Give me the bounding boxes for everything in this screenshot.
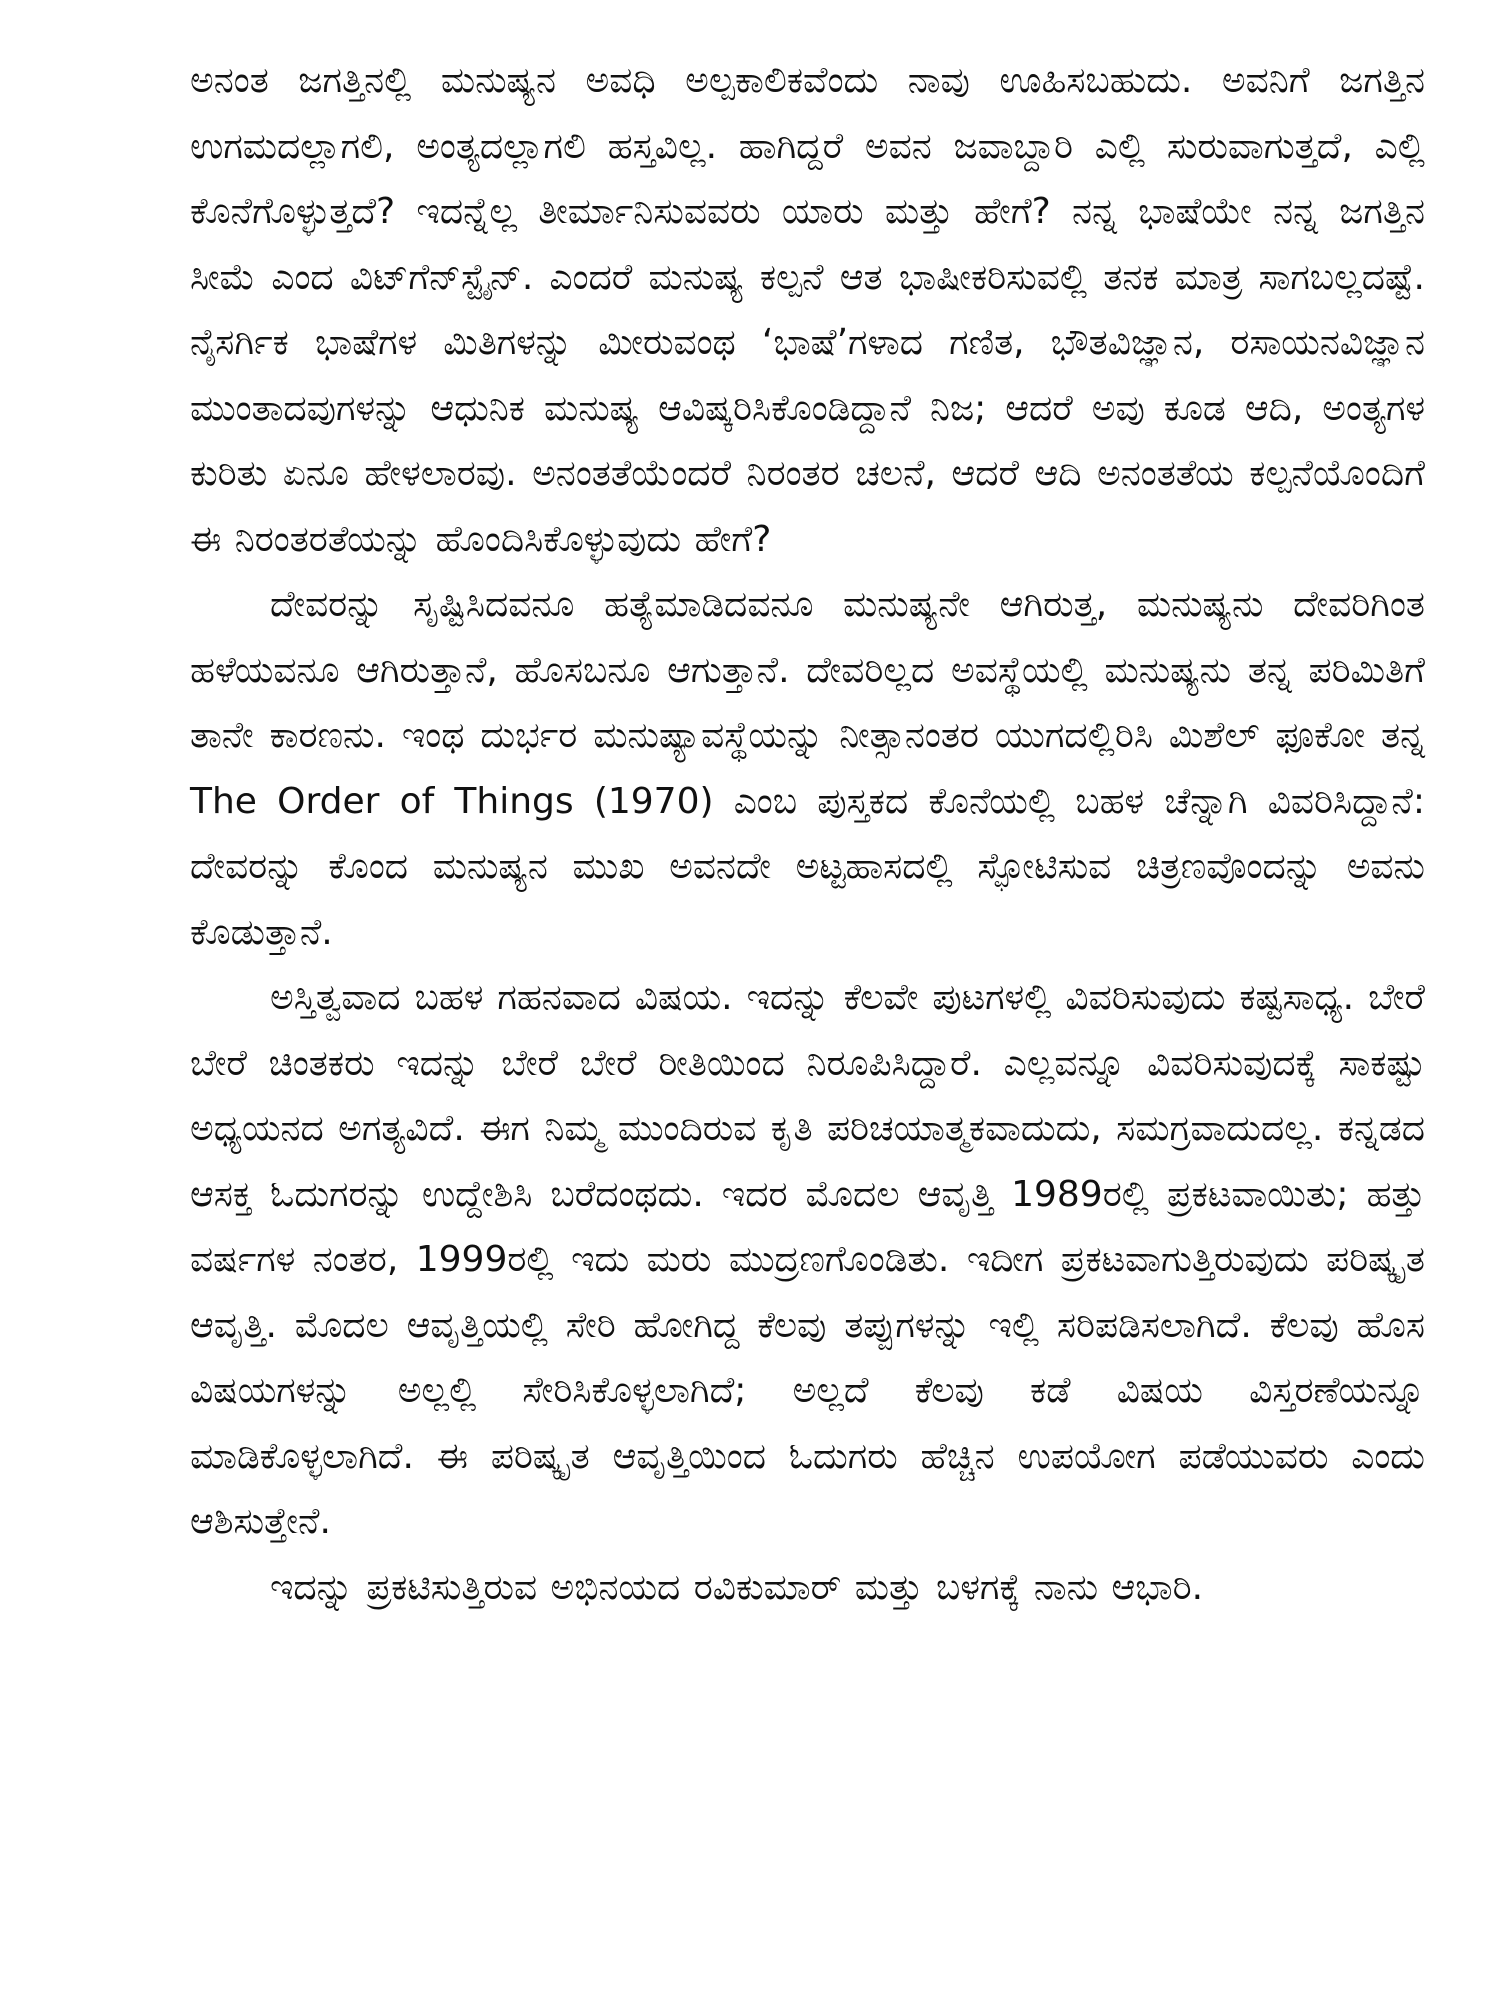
paragraph-2: ದೇವರನ್ನು ಸೃಷ್ಟಿಸಿದವನೂ ಹತ್ಯೆಮಾಡಿದವನೂ ಮನುಷ್ಯನೇ ಆಗಿರುತ್ತ, ಮನುಷ್ಯನು ದೇವರಿಗಿಂತ ಹಳೆಯವನೂ ಆಗಿರುತ್ತಾನೆ, ಹೊಸಬನೂ ಆಗುತ್ತಾನೆ. ದೇವರಿಲ್ಲದ ಅವಸ್ಥೆಯಲ್ಲಿ ಮನುಷ್ಯನು ತನ್ನ ಪರಿಮಿತಿಗೆ ತಾನೇ ಕಾರಣನು. ಇಂಥ ದುರ್ಭರ ಮನುಷ್ಯಾವಸ್ಥೆಯನ್ನು ನೀತ್ಸಾನಂತರ ಯುಗದಲ್ಲಿರಿಸಿ ಮಿಶೆಲ್ ಫೂಕೋ ತನ್ನ The Order of Things (1970) ಎಂಬ ಪುಸ್ತಕದ ಕೊನೆಯಲ್ಲಿ ಬಹಳ ಚೆನ್ನಾಗಿ ವಿವರಿಸಿದ್ದಾನೆ: ದೇವರನ್ನು ಕೊಂದ ಮನುಷ್ಯನ ಮುಖ ಅವನದೇ ಅಟ್ಟಹಾಸದಲ್ಲಿ ಸ್ಫೋಟಿಸುವ ಚಿತ್ರಣವೊಂದನ್ನು ಅವನು ಕೊಡುತ್ತಾನೆ.: [190, 584, 1425, 953]
paragraph-4: ಇದನ್ನು ಪ್ರಕಟಿಸುತ್ತಿರುವ ಅಭಿನಯದ ರವಿಕುಮಾರ್ ಮತ್ತು ಬಳಗಕ್ಕೆ ನಾನು ಆಭಾರಿ.: [270, 1566, 1204, 1608]
paragraph-1: ಅನಂತ ಜಗತ್ತಿನಲ್ಲಿ ಮನುಷ್ಯನ ಅವಧಿ ಅಲ್ಪಕಾಲಿಕವೆಂದು ನಾವು ಊಹಿಸಬಹುದು. ಅವನಿಗೆ ಜಗತ್ತಿನ ಉಗಮದಲ್ಲಾಗಲಿ, ಅಂತ್ಯದಲ್ಲಾಗಲಿ ಹಸ್ತವಿಲ್ಲ. ಹಾಗಿದ್ದರೆ ಅವನ ಜವಾಬ್ದಾರಿ ಎಲ್ಲಿ ಸುರುವಾಗುತ್ತದೆ, ಎಲ್ಲಿ ಕೊನೆಗೊಳ್ಳುತ್ತದೆ? ಇದನ್ನೆಲ್ಲ ತೀರ್ಮಾನಿಸುವವರು ಯಾರು ಮತ್ತು ಹೇಗೆ? ನನ್ನ ಭಾಷೆಯೇ ನನ್ನ ಜಗತ್ತಿನ ಸೀಮೆ ಎಂದ ವಿಟ್‌ಗೆನ್‌ಸ್ಟೈನ್. ಎಂದರೆ ಮನುಷ್ಯ ಕಲ್ಪನೆ ಆತ ಭಾಷೀಕರಿಸುವಲ್ಲಿ ತನಕ ಮಾತ್ರ ಸಾಗಬಲ್ಲದಷ್ಟೆ. ನೈಸರ್ಗಿಕ ಭಾಷೆಗಳ ಮಿತಿಗಳನ್ನು ಮೀರುವಂಥ ‘ಭಾಷೆ’ಗಳಾದ ಗಣಿತ, ಭೌತವಿಜ್ಞಾನ, ರಸಾಯನವಿಜ್ಞಾನ ಮುಂತಾದವುಗಳನ್ನು ಆಧುನಿಕ ಮನುಷ್ಯ ಆವಿಷ್ಕರಿಸಿಕೊಂಡಿದ್ದಾನೆ ನಿಜ; ಆದರೆ ಅವು ಕೂಡ ಆದಿ, ಅಂತ್ಯಗಳ ಕುರಿತು ಏನೂ ಹೇಳಲಾರವು. ಅನಂತತೆಯೆಂದರೆ ನಿರಂತರ ಚಲನೆ, ಆದರೆ ಆದಿ ಅನಂತತೆಯ ಕಲ್ಪನೆಯೊಂದಿಗೆ ಈ ನಿರಂತರತೆಯನ್ನು ಹೊಂದಿಸಿಕೊಳ್ಳುವುದು ಹೇಗೆ?: [190, 60, 1425, 560]
document-page: [190, 48, 1425, 1978]
paragraph-3: ಅಸ್ತಿತ್ವವಾದ ಬಹಳ ಗಹನವಾದ ವಿಷಯ. ಇದನ್ನು ಕೆಲವೇ ಪುಟಗಳಲ್ಲಿ ವಿವರಿಸುವುದು ಕಷ್ಟಸಾಧ್ಯ. ಬೇರೆ ಬೇರೆ ಚಿಂತಕರು ಇದನ್ನು ಬೇರೆ ಬೇರೆ ರೀತಿಯಿಂದ ನಿರೂಪಿಸಿದ್ದಾರೆ. ಎಲ್ಲವನ್ನೂ ವಿವರಿಸುವುದಕ್ಕೆ ಸಾಕಷ್ಟು ಅಧ್ಯಯನದ ಅಗತ್ಯವಿದೆ. ಈಗ ನಿಮ್ಮ ಮುಂದಿರುವ ಕೃತಿ ಪರಿಚಯಾತ್ಮಕವಾದುದು, ಸಮಗ್ರವಾದುದಲ್ಲ. ಕನ್ನಡದ ಆಸಕ್ತ ಓದುಗರನ್ನು ಉದ್ದೇಶಿಸಿ ಬರೆದಂಥದು. ಇದರ ಮೊದಲ ಆವೃತ್ತಿ 1989ರಲ್ಲಿ ಪ್ರಕಟವಾಯಿತು; ಹತ್ತು ವರ್ಷಗಳ ನಂತರ, 1999ರಲ್ಲಿ ಇದು ಮರು ಮುದ್ರಣಗೊಂಡಿತು. ಇದೀಗ ಪ್ರಕಟವಾಗುತ್ತಿರುವುದು ಪರಿಷ್ಕೃತ ಆವೃತ್ತಿ. ಮೊದಲ ಆವೃತ್ತಿಯಲ್ಲಿ ಸೇರಿ ಹೋಗಿದ್ದ ಕೆಲವು ತಪ್ಪುಗಳನ್ನು ಇಲ್ಲಿ ಸರಿಪಡಿಸಲಾಗಿದೆ. ಕೆಲವು ಹೊಸ ವಿಷಯಗಳನ್ನು ಅಲ್ಲಲ್ಲಿ ಸೇರಿಸಿಕೊಳ್ಳಲಾಗಿದೆ; ಅಲ್ಲದೆ ಕೆಲವು ಕಡೆ ವಿಷಯ ವಿಸ್ತರಣೆಯನ್ನೂ ಮಾಡಿಕೊಳ್ಳಲಾಗಿದೆ. ಈ ಪರಿಷ್ಕೃತ ಆವೃತ್ತಿಯಿಂದ ಓದುಗರು ಹೆಚ್ಚಿನ ಉಪಯೋಗ ಪಡೆಯುವರು ಎಂದು ಆಶಿಸುತ್ತೇನೆ.: [190, 977, 1425, 1542]
